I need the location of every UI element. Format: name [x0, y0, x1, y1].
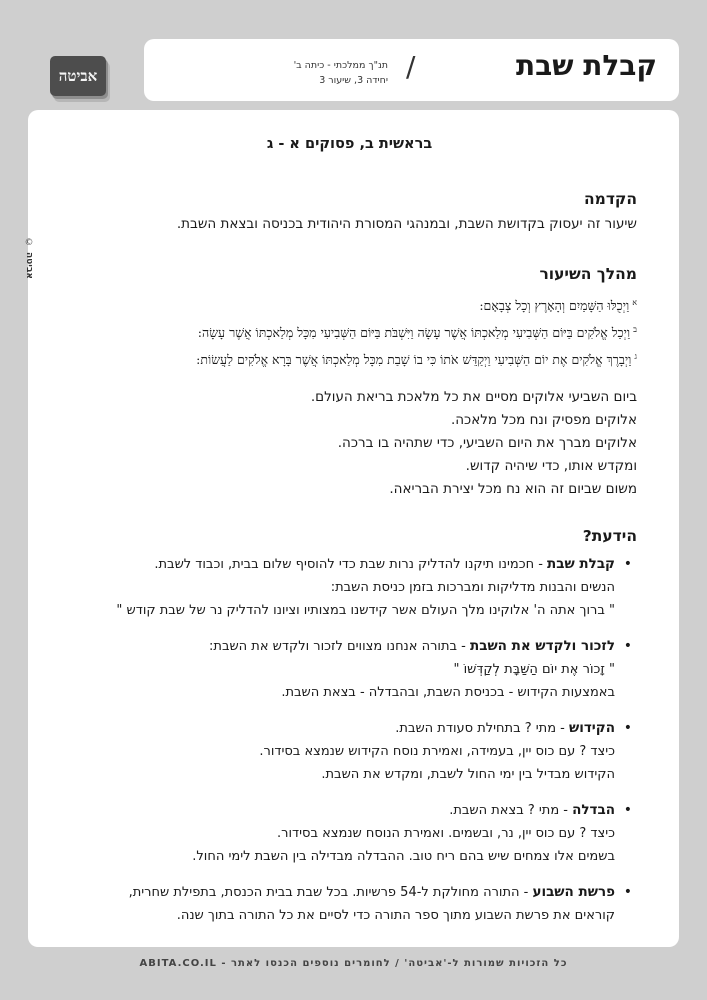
verse-number: ב [633, 325, 637, 335]
bullet-icon: • [623, 638, 632, 655]
verse-text: וַיְכֻלּוּ הַשָּׁמַיִם וְהָאָרֶץ וְכָל צְבָאָם: [479, 298, 630, 314]
item-line: הקידוש מבדיל בין ימי החול לשבת, ומקדש את השבת. [321, 767, 615, 783]
explanation-line: ומקדש אותו, כדי שיהיה קדוש. [465, 458, 637, 475]
item-line: " זָכוֹר אֶת יוֹם הַשַּׁבָּת לְקַדְּשׁוֹ " [453, 662, 615, 678]
item-first-line [62, 799, 615, 822]
verse-number: ג [634, 352, 637, 362]
item-description: - חכמינו תיקנו להדליק נרות שבת כדי להוסיף שלום בבית, וכבוד לשבת. [154, 557, 548, 573]
verse-line [62, 345, 637, 372]
item-term: הבדלה [572, 802, 615, 819]
item-term: לזכור ולקדש את השבת [469, 638, 615, 655]
item-description: - מתי ? בתחילת סעודת השבת. [395, 721, 569, 737]
list-item [62, 717, 632, 786]
item-line: קוראים את פרשת השבוע מתוך ספר התורה כדי לסיים את כל התורה בתוך שנה. [176, 908, 615, 924]
explanation-line: אלוקים מפסיק ונח מכל מלאכה. [450, 412, 637, 429]
intro-text: שיעור זה יעסוק בקדושת השבת, ובמנהגי המסורת היהודית בכניסה ובצאת השבת. [176, 216, 637, 232]
logo-text: אביטה [58, 66, 98, 85]
page-title: קבלת שבת [516, 49, 657, 82]
explanation-line: משום שביום זה הוא נח מכל יצירת הבריאה. [389, 481, 637, 498]
verse-text: וַיְכַל אֱלֹקִים בַּיּוֹם הַשְּׁבִיעִי מְלַאכְתּוֹ אֲשֶׁר עָשָׂה וַיִּשְׁבֹּת בַּיּוֹם הַשְּׁבִיעִי מִכָּל מְלַאכְתּוֹ אֲשֶׁר עָשָׂה: [197, 325, 631, 341]
bullet-icon: • [623, 884, 632, 901]
bullet-icon: • [623, 556, 632, 573]
bullet-icon: • [623, 720, 632, 737]
item-line: הנשים והבנות מדליקות ומברכות בזמן כניסת השבת: [330, 580, 615, 596]
footer-copyright: כל הזכויות שמורות ל-'אביטה' / לחומרים נוספים הכנסו לאתר - ABITA.CO.IL [139, 958, 568, 969]
side-brand-name: אביטה [24, 252, 34, 279]
list-item [62, 635, 632, 704]
item-line: בשמים אלו צמחים שיש בהם ריח טוב. ההבדלה מבדילה בין השבת לימי החול. [192, 849, 615, 865]
list-item [62, 553, 632, 622]
did-you-know-heading: הידעת? [582, 527, 637, 546]
list-item [62, 799, 632, 868]
item-first-line [62, 881, 615, 904]
explanation-line: אלוקים מברך את היום השביעי, כדי שתהיה בו ברכה. [337, 435, 637, 452]
item-description: - מתי ? בצאת השבת. [449, 803, 573, 819]
did-you-know-list [62, 553, 637, 927]
item-description: - התורה מחולקת ל-54 פרשיות. בכל שבת בבית הכנסת, בתפילת שחרית, [128, 885, 533, 901]
item-line: באמצעות הקידוש - בכניסת השבת, ובהבדלה - בצאת השבת. [281, 685, 615, 701]
item-first-line [62, 553, 615, 576]
side-watermark [19, 238, 39, 282]
lesson-meta [262, 58, 388, 88]
item-first-line [62, 717, 615, 740]
item-line: כיצד ? עם כוס יין, בעמידה, ואמירת נוסח הקידוש שנמצא בסידור. [259, 744, 615, 760]
verse-text: וַיְבָרֶךְ אֱלֹקִים אֶת יוֹם הַשְּׁבִיעִי וַיְקַדֵּשׁ אֹתוֹ כִּי בוֹ שָׁבַת מִכָּל מְלַאכְתּוֹ אֲשֶׁר בָּרָא אֱלֹקִים לַעֲשׂוֹת: [196, 352, 632, 368]
title-separator: / [406, 50, 416, 83]
logo [50, 56, 106, 96]
lesson-explanation [62, 386, 637, 501]
explanation-line: ביום השביעי אלוקים מסיים את כל מלאכת בריאת העולם. [310, 389, 637, 406]
bible-reference: בראשית ב, פסוקים א - ג [266, 136, 433, 152]
verse-line [62, 318, 637, 345]
verse-number: א [632, 298, 637, 307]
content-area [62, 136, 637, 940]
item-term: קבלת שבת [547, 556, 615, 573]
item-description: - בתורה אנחנו מצווים לזכור ולקדש את השבת: [209, 639, 470, 655]
header-card [144, 39, 679, 101]
main-content-card [24, 110, 679, 947]
subject-line: תנ"ך ממלכתי - כיתה ב' [293, 60, 388, 71]
bullet-icon: • [623, 802, 632, 819]
lesson-heading: מהלך השיעור [539, 265, 637, 283]
item-line: " ברוך אתה ה' אלוקינו מלך העולם אשר קידשנו במצותיו וציונו להדליק נר של שבת קודש " [116, 603, 615, 619]
copyright-icon: © [24, 238, 34, 248]
intro-heading: הקדמה [583, 190, 637, 208]
item-term: הקידוש [569, 720, 615, 737]
item-term: פרשת השבוע [532, 884, 615, 901]
item-line: כיצד ? עם כוס יין, נר, ובשמים. ואמירת הנוסח שנמצא בסידור. [277, 826, 615, 842]
item-first-line [62, 635, 615, 658]
unit-line: יחידה 3, שיעור 3 [319, 75, 388, 86]
verse-line [62, 291, 637, 318]
verses-block [62, 291, 637, 372]
list-item [62, 881, 632, 927]
